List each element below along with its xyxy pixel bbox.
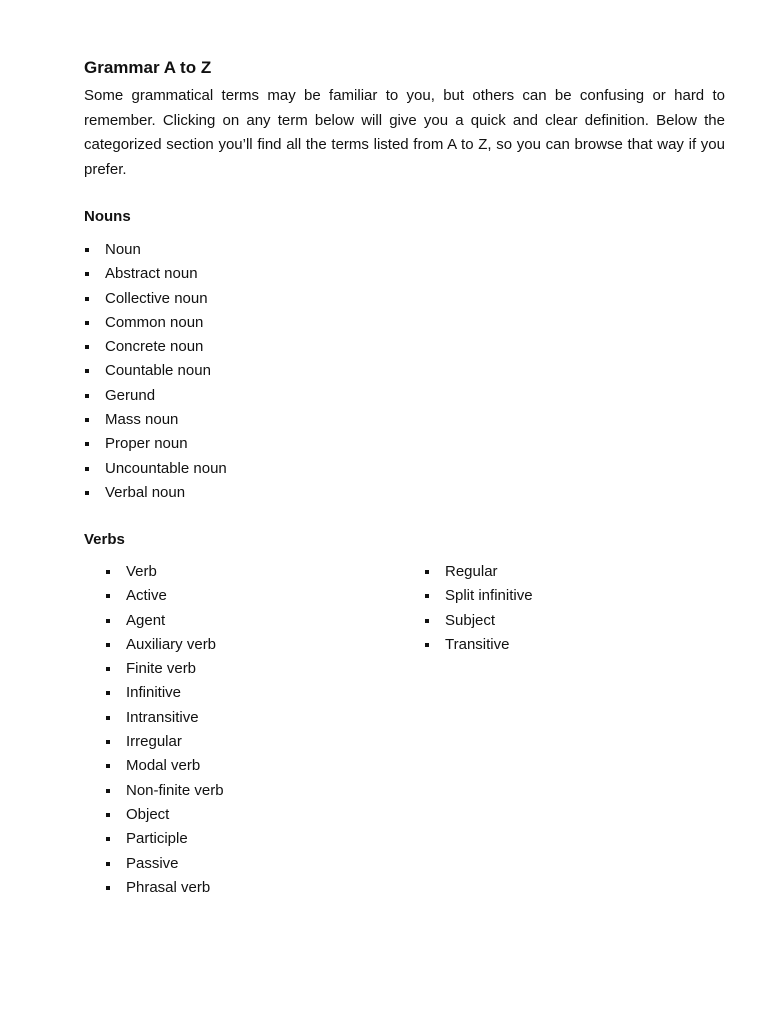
term-link[interactable]: Passive [126,854,179,872]
square-bullet-icon [106,740,110,744]
list-item [105,657,224,681]
square-bullet-icon [106,594,110,598]
square-bullet-icon [106,691,110,695]
list-item [424,609,533,633]
list-item [84,359,227,383]
term-link[interactable]: Uncountable noun [105,459,227,477]
term-link[interactable]: Active [126,587,167,605]
square-bullet-icon [106,886,110,890]
square-bullet-icon [85,297,89,301]
term-link[interactable]: Infinitive [126,684,182,702]
verbs-list-column-2 [424,560,533,657]
term-link[interactable]: Noun [105,241,141,258]
verbs-heading: Verbs [84,531,125,548]
square-bullet-icon [85,272,89,276]
square-bullet-icon [106,837,110,841]
square-bullet-icon [425,570,429,574]
term-link[interactable]: Abstract noun [105,265,198,283]
square-bullet-icon [85,491,89,495]
square-bullet-icon [85,321,89,325]
list-item [105,560,224,584]
term-link[interactable]: Subject [445,611,496,629]
square-bullet-icon [106,619,110,623]
term-link[interactable]: Non-finite verb [126,781,224,799]
nouns-list [84,238,227,505]
square-bullet-icon [85,418,89,422]
square-bullet-icon [106,667,110,671]
list-item [105,681,224,705]
list-item [105,706,224,730]
list-item [424,633,533,657]
list-item [424,584,533,608]
list-item [105,584,224,608]
square-bullet-icon [106,570,110,574]
list-item [105,754,224,778]
square-bullet-icon [85,394,89,398]
list-item [84,432,227,456]
term-link[interactable]: Phrasal verb [126,878,211,896]
square-bullet-icon [106,813,110,817]
term-link[interactable]: Split infinitive [445,587,533,605]
term-link[interactable]: Participle [126,830,188,848]
list-item [105,633,224,657]
square-bullet-icon [106,716,110,720]
verbs-list-column-1 [105,560,224,900]
square-bullet-icon [425,643,429,647]
square-bullet-icon [85,442,89,446]
square-bullet-icon [425,594,429,598]
list-item [84,408,227,432]
term-link[interactable]: Intransitive [126,708,199,726]
term-link[interactable]: Transitive [445,635,510,653]
term-link[interactable]: Verb [126,563,157,580]
term-link[interactable]: Modal verb [126,757,201,775]
list-item [84,262,227,286]
list-item [105,779,224,803]
list-item [84,238,227,262]
term-link[interactable]: Common noun [105,313,204,331]
list-item [105,852,224,876]
square-bullet-icon [106,862,110,866]
list-item [84,457,227,481]
term-link[interactable]: Proper noun [105,435,188,453]
list-item [84,311,227,335]
square-bullet-icon [85,248,89,252]
term-link[interactable]: Mass noun [105,411,179,429]
term-link[interactable]: Gerund [105,386,156,404]
intro-paragraph: Some grammatical terms may be familiar to you, but others can be confusing or hard to remember. Clicking on any term below will give you a quick and clear definition. Below the categorized section you’ll find all the terms listed from A to Z, so you can browse that way if you prefer. [84,87,725,178]
list-item [84,384,227,408]
term-link[interactable]: Object [126,805,170,823]
square-bullet-icon [85,467,89,471]
term-link[interactable]: Countable noun [105,362,211,380]
term-link[interactable]: Concrete noun [105,338,204,356]
term-link[interactable]: Irregular [126,733,182,751]
list-item [105,876,224,900]
term-link[interactable]: Collective noun [105,289,208,307]
list-item [84,481,227,505]
list-item [105,803,224,827]
list-item [424,560,533,584]
nouns-heading: Nouns [84,208,131,225]
square-bullet-icon [106,764,110,768]
square-bullet-icon [85,369,89,373]
list-item [105,609,224,633]
square-bullet-icon [106,643,110,647]
list-item [84,287,227,311]
list-item [105,827,224,851]
term-link[interactable]: Finite verb [126,660,197,678]
list-item [84,335,227,359]
list-item [105,730,224,754]
term-link[interactable]: Regular [445,563,498,580]
term-link[interactable]: Auxiliary verb [126,635,217,653]
square-bullet-icon [425,619,429,623]
term-link[interactable]: Agent [126,611,166,629]
page-title: Grammar A to Z [84,58,212,77]
term-link[interactable]: Verbal noun [105,483,186,501]
square-bullet-icon [106,789,110,793]
square-bullet-icon [85,345,89,349]
